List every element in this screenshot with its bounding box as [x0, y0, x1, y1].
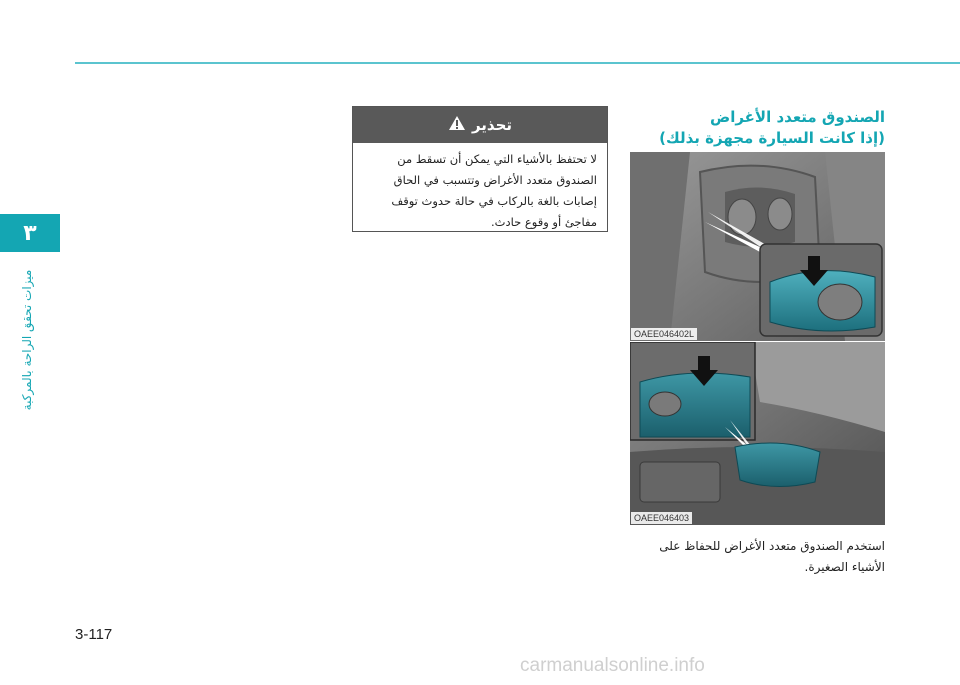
- warning-header: [353, 107, 607, 143]
- warning-line: لا تحتفظ بالأشياء التي يمكن أن تسقط من: [397, 152, 597, 166]
- section-title-line2: (إذا كانت السيارة مجهزة بذلك): [659, 129, 885, 147]
- section-title-line1: الصندوق متعدد الأغراض: [710, 108, 885, 126]
- warning-line: مفاجئ أو وقوع حادث.: [491, 215, 597, 229]
- console-photo-2: [630, 342, 885, 525]
- warning-line: الصندوق متعدد الأغراض وتتسبب في الحاق: [393, 173, 597, 187]
- body-text: [620, 536, 885, 578]
- body-text-line: الأشياء الصغيرة.: [804, 560, 885, 574]
- console-photo-1: [630, 152, 885, 341]
- page-number: 3-117: [75, 626, 113, 643]
- watermark: carmanualsonline.info: [520, 655, 705, 676]
- body-text-line: استخدم الصندوق متعدد الأغراض للحفاظ على: [659, 539, 885, 553]
- chapter-number: ٣: [23, 220, 37, 246]
- warning-heading: تحذير: [471, 116, 513, 134]
- warning-line: إصابات بالغة بالركاب في حالة حدوث توقف: [391, 194, 597, 208]
- chapter-label: ميزات تحقق الراحة بالمركبة: [20, 269, 34, 411]
- image-code: OAEE046403: [631, 512, 692, 524]
- image-code: OAEE046402L: [631, 328, 697, 340]
- warning-box: [352, 106, 608, 232]
- section-title: [620, 107, 885, 149]
- warning-text: [353, 143, 607, 233]
- warning-triangle-icon: [448, 115, 466, 135]
- top-rule: [75, 62, 960, 64]
